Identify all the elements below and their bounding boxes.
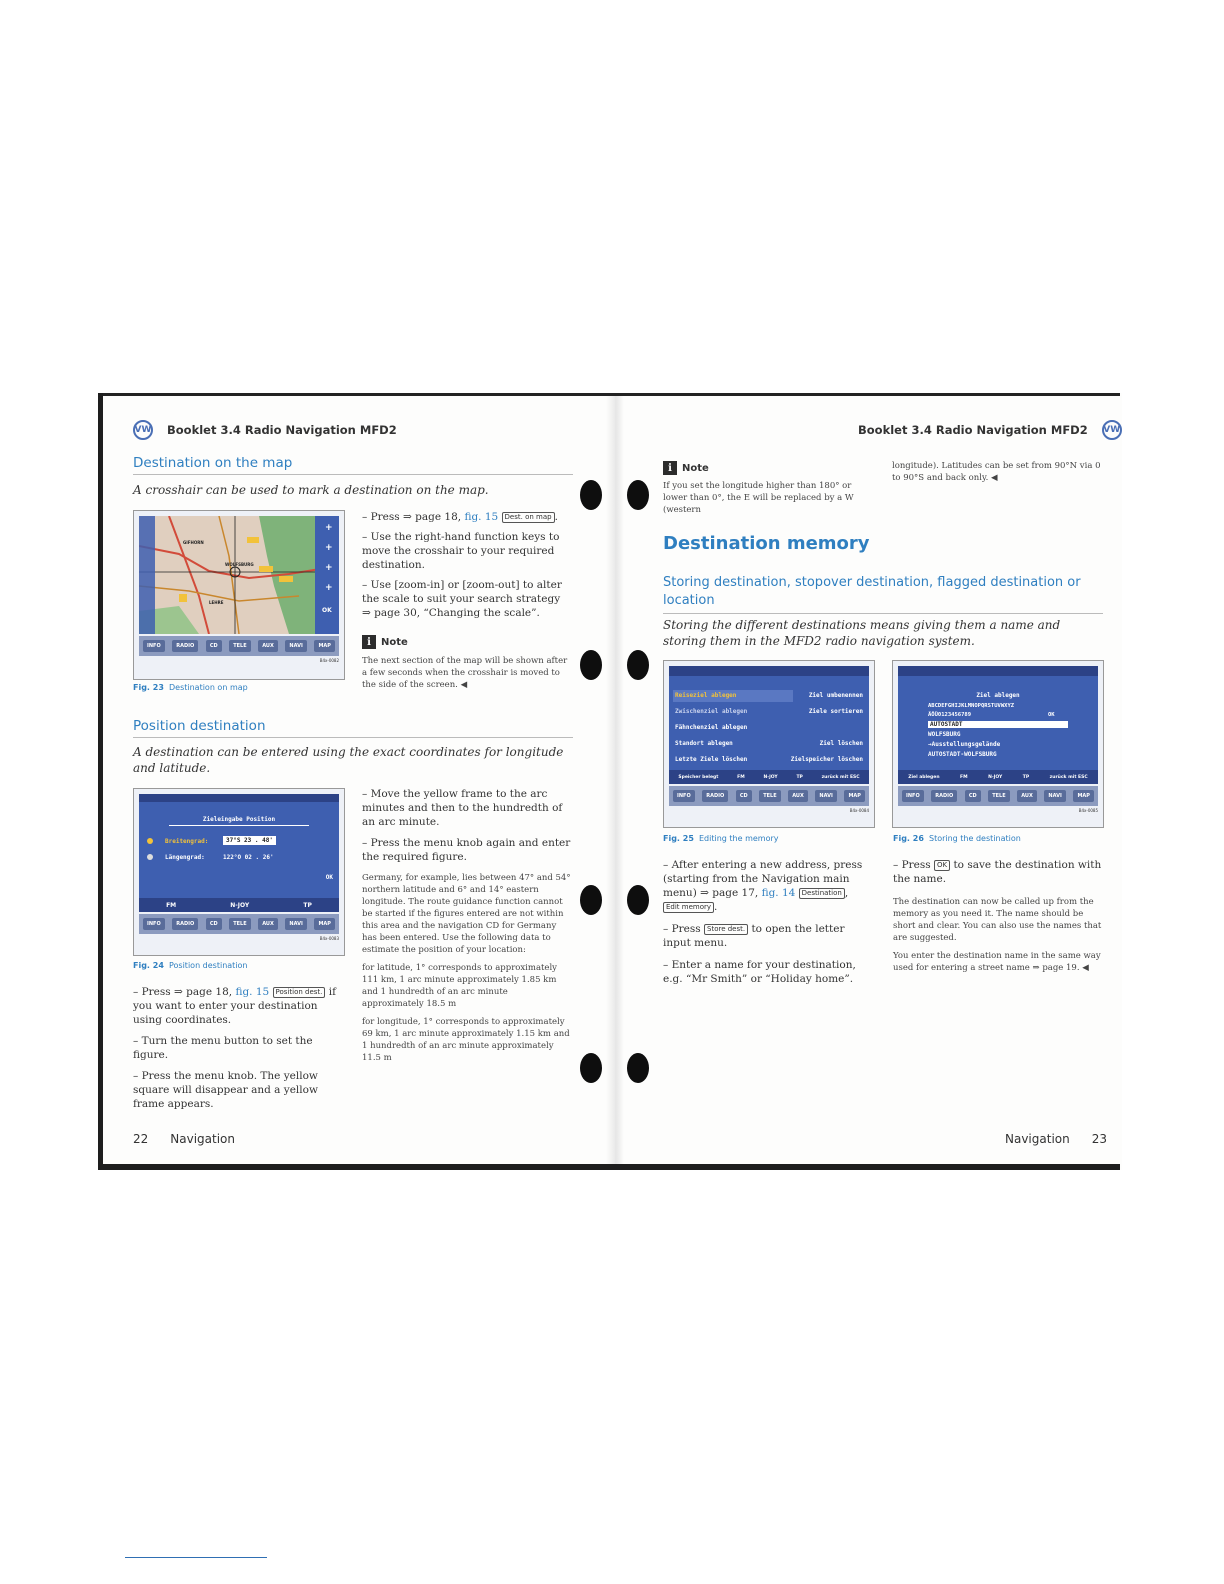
figure-24-caption: Fig. 24 Position destination [133,961,248,970]
binder-hole [627,480,649,510]
running-head-text: Booklet 3.4 Radio Navigation MFD2 [167,423,397,437]
map-label: LEHRE [209,600,224,605]
info-icon: i [362,635,376,649]
softkey-info: INFO [143,918,165,930]
dest-on-map-key: Dest. on map [502,512,555,523]
figure-25-memory-screen [663,660,875,828]
screen-title: Zieleingabe Position [169,816,309,826]
softkey-cd: CD [206,640,222,652]
softkey-cd: CD [736,790,752,802]
position-display [139,794,339,912]
softkey-navi: NAVI [285,640,306,652]
softkey-navi: NAVI [1044,790,1065,802]
note-box-longitude [663,461,875,516]
section-intro: A destination can be entered using the exact coordinates for longitude and latitude. [133,745,564,775]
footer-section: Navigation [1005,1132,1070,1146]
note-heading: i Note [362,635,572,649]
vw-logo-icon: VW [1102,420,1122,440]
latitude-label: Breitengrad: [165,838,209,845]
binder-hole [580,1053,602,1083]
footer-section: Navigation [170,1132,236,1146]
edit-memory-key: Edit memory [663,902,714,913]
left-footer [133,1132,235,1146]
step: – Turn the menu button to set the figure. [133,1035,313,1061]
menu-item: Fähnchenziel ablegen [675,724,748,731]
softkey-map: MAP [314,918,335,930]
running-head-text: Booklet 3.4 Radio Navigation MFD2 [858,423,1088,437]
menu-item: Reiseziel ablegen [675,692,737,699]
heading-destination-memory: Destination memory [663,533,870,554]
paragraph: for latitude, 1° corresponds to approximately 111 km, 1 arc minute approximately 1.85 km and 1 hundredth of an arc minute approximately 18.5 m [362,963,557,1009]
softkey-aux: AUX [258,640,278,652]
section-title-destination-on-map: Destination on the map [133,455,573,475]
softkey-info: INFO [902,790,924,802]
ok-key: OK [934,860,950,871]
name-entry: →Ausstellungsgelände [928,741,1001,748]
heading-storing-destination: Storing destination, stopover destination, flagged destination or location [663,574,1103,614]
alphabet-row: ABCDEFGHIJKLMNOPQRSTUVWXYZ [928,703,1015,709]
footer-link-underline [125,1557,267,1558]
softkey-cd: CD [965,790,981,802]
binder-hole [580,650,602,680]
paragraph: You enter the destination name in the same way used for entering a street name ⇒ page 19. ◀ [893,951,1101,973]
screen-softkeys [139,636,339,656]
right-running-head [858,420,1122,440]
softkey-map: MAP [314,640,335,652]
step-list-position-left [133,985,345,1111]
softkey-map: MAP [1073,790,1094,802]
memory-display [669,666,869,784]
screen-title: Ziel ablegen [976,692,1020,699]
scan-edge-left [98,393,103,1170]
ok-label: OK [1048,712,1055,718]
step: – After entering a new address, press (starting from the Navigation main menu) ⇒ page 17, fig. 14 Destination , Edit memory . [663,859,863,913]
note-text: If you set the longitude higher than 180° or lower than 0°, the E will be replaced by a W (western [663,481,854,515]
position-dest-key: Position dest. [273,987,326,998]
step: – Use the right-hand function keys to move the crosshair to your required destination. [362,531,560,571]
paragraph: for longitude, 1° corresponds to approximately 69 km, 1 arc minute approximately 1.15 km and 1 hundredth of an arc minute approximately 11.5 m [362,1017,570,1063]
softkey-aux: AUX [788,790,808,802]
softkey-radio: RADIO [702,790,728,802]
step: – Press the menu knob again and enter the required figure. [362,837,571,863]
step-list-store-a [663,858,875,986]
figure-26-store-screen [892,660,1104,828]
right-footer [1005,1132,1107,1146]
menu-item: Zwischenziel ablegen [675,708,748,715]
softkey-tele: TELE [229,918,250,930]
screen-status-bar: FM N-JOY TP [139,898,339,912]
longitude-value: 122°O 02 . 26' [223,854,274,861]
map-display [139,516,339,634]
map-label: WOLFSBURG [225,562,254,567]
note-heading: i Note [663,461,875,475]
screen-softkeys [898,786,1098,806]
svg-text:+: + [325,543,333,553]
step: – Enter a name for your destination, e.g. “Mr Smith” or “Holiday home”. [663,959,856,985]
binder-hole [627,885,649,915]
destination-key: Destination [799,888,845,899]
svg-text:+: + [325,563,333,573]
figure-23-map-screen [133,510,345,680]
softkey-tele: TELE [229,640,250,652]
step: – Use [zoom-in] or [zoom-out] to alter the scale to suit your search strategy ⇒ page 30, “Changing the scale”. [362,579,562,619]
menu-item: Letzte Ziele löschen [675,756,748,763]
figure-26-caption: Fig. 26 Storing the destination [893,834,1021,843]
softkey-aux: AUX [1017,790,1037,802]
screen-code: B4x-0083 [319,936,339,941]
ok-label: OK [325,874,333,881]
softkey-map: MAP [844,790,865,802]
softkey-radio: RADIO [931,790,957,802]
figure-24-position-screen [133,788,345,956]
svg-text:+: + [325,523,333,533]
step-list-store-b [893,858,1103,974]
left-running-head [133,420,397,440]
softkey-navi: NAVI [815,790,836,802]
longitude-label: Längengrad: [165,854,205,861]
softkey-tele: TELE [988,790,1009,802]
name-entry: AUTOSTADT-WOLFSBURG [928,751,997,758]
step: – Move the yellow frame to the arc minutes and then to the hundredth of an arc minute. [362,788,563,828]
paragraph: The destination can now be called up from the memory as you need it. The name should be short and clear. You can also use the names that are suggested. [893,897,1102,943]
softkey-radio: RADIO [172,640,198,652]
menu-item: Zielspeicher löschen [790,756,863,763]
menu-item: Standort ablegen [675,740,733,747]
scan-edge-bottom [98,1164,1120,1170]
page-gutter [606,396,624,1164]
svg-text:OK: OK [322,607,332,614]
svg-text:+: + [325,583,333,593]
softkey-info: INFO [143,640,165,652]
screen-softkeys [669,786,869,806]
note-text: The next section of the map will be shown after a few seconds when the crosshair is moved to the side of the screen. ◀ [362,656,568,690]
section-title-position-destination: Position destination [133,718,573,738]
binder-hole [627,1053,649,1083]
screen-code: B4x-0085 [1078,808,1098,813]
vw-logo-icon: VW [133,420,153,440]
section-intro: A crosshair can be used to mark a destination on the map. [133,483,489,497]
step: – Press ⇒ page 18, fig. 15 Dest. on map . [362,511,558,523]
step: – Press Store dest. to open the letter input menu. [663,923,845,949]
map-label: GIFHORN [183,540,204,545]
paragraph: Germany, for example, lies between 47° and 54° northern latitude and 6° and 14° eastern longitude. The route guidance function cannot be started if the figures entered are not within this area and the navigation CD for Germany has been entered. Use the following data to estimate the position of your location: [362,873,571,955]
note-box-map [362,635,572,691]
screen-softkeys [139,914,339,934]
section-intro: Storing the different destinations means giving them a name and storing them in the MFD2 radio navigation system. [663,618,1061,648]
screen-code: B4x-0084 [849,808,869,813]
step: – Press the menu knob. The yellow square will disappear and a yellow frame appears. [133,1070,318,1110]
name-entry: WOLFSBURG [928,731,961,738]
softkey-cd: CD [206,918,222,930]
screen-status-bar: Ziel ablegen FM N-JOY TP zurück mit ESC [898,770,1098,784]
softkey-tele: TELE [759,790,780,802]
note-text-continued: longitude). Latitudes can be set from 90°N via 0 to 90°S and back only. ◀ [892,461,1101,483]
name-entry: AUTOSTADT [928,721,1068,728]
step-list-map [362,510,572,620]
page-number: 23 [1091,1132,1108,1146]
softkey-radio: RADIO [172,918,198,930]
scan-edge-top [98,393,1120,396]
store-display [898,666,1098,784]
binder-hole [580,885,602,915]
latitude-value: 37°S 23 . 48' [223,836,276,845]
menu-item: Ziel umbenennen [808,692,863,699]
alphabet-row: ÄÖÜ0123456789 [928,712,972,718]
info-icon: i [663,461,677,475]
step: – Press OK to save the destination with the name. [893,859,1102,885]
menu-item: Ziel löschen [819,740,863,747]
binder-hole [580,480,602,510]
menu-item: Ziele sortieren [808,708,863,715]
softkey-info: INFO [673,790,695,802]
screen-status-bar: Speicher belegt FM N-JOY TP zurück mit ESC [669,770,869,784]
step: – Press ⇒ page 18, fig. 15 Position dest. if you want to enter your destination using coordinates. [133,986,336,1026]
store-dest-key: Store dest. [704,924,748,935]
page-number: 22 [133,1132,149,1146]
step-list-position-right [362,787,572,1064]
binder-hole [627,650,649,680]
figure-25-caption: Fig. 25 Editing the memory [663,834,779,843]
figure-23-caption: Fig. 23 Destination on map [133,683,248,692]
softkey-aux: AUX [258,918,278,930]
screen-code: B4x-0082 [319,658,339,663]
softkey-navi: NAVI [285,918,306,930]
